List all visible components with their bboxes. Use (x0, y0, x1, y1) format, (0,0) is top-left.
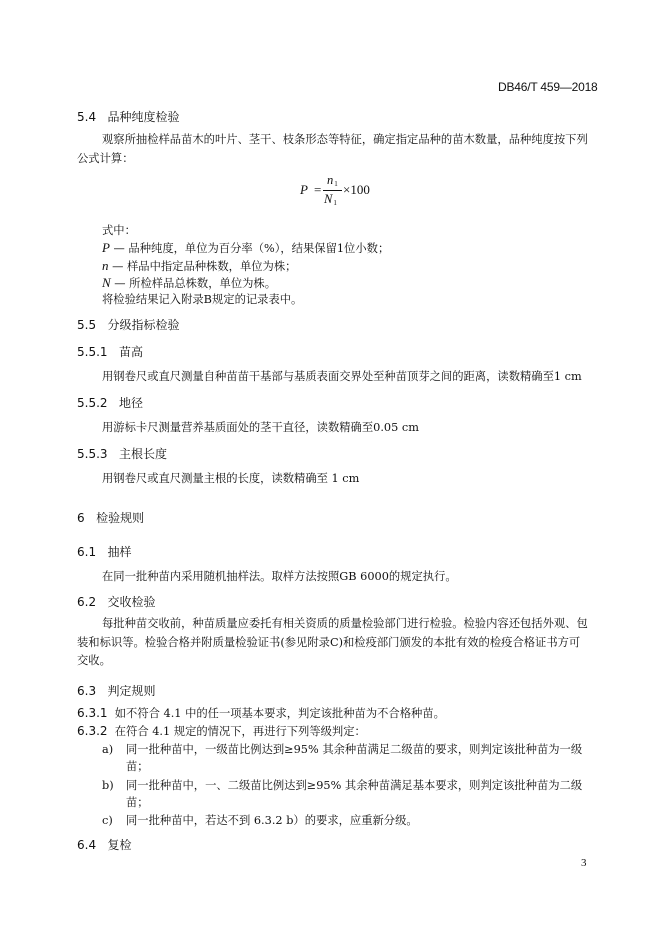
paragraph-line: 装和标识等。检验合格并附质量检验证书(参见附录C)和检疫部门颁发的本批有效的检疫合格证书方可 (77, 636, 581, 649)
variable-definition: n — 样品中指定品种株数，单位为株； (102, 258, 297, 273)
where-label: 式中： (102, 224, 136, 237)
list-item-label: b) (102, 779, 114, 792)
page-number: 3 (581, 857, 587, 869)
section-6-3-heading: 6.3 判定规则 (77, 684, 156, 698)
list-item: 苗； (126, 796, 149, 809)
list-item: 苗； (126, 760, 149, 773)
variable-definition: N — 所检样品总株数，单位为株。 (102, 275, 277, 290)
section-5-5-2-heading: 5.5.2 地径 (77, 396, 144, 410)
formula-numerator: $n_1$ (327, 173, 338, 188)
list-item: 同一批种苗中，一级苗比例达到≥95% 其余种苗满足二级苗的要求，则判定该批种苗为一级 (126, 743, 583, 756)
list-item-label: c) (102, 814, 113, 827)
section-6-2-heading: 6.2 交收检验 (77, 595, 156, 609)
paragraph-line: 观察所抽检样品苗木的叶片、茎干、枝条形态等特征，确定指定品种的苗木数量，品种纯度按下列 (102, 133, 588, 146)
list-item: 同一批种苗中，若达不到 6.3.2 b）的要求，应重新分级。 (126, 814, 418, 827)
section-5-4-heading (77, 108, 180, 125)
section-6-4-heading: 6.4 复检 (77, 838, 132, 852)
section-number: 5.4 (77, 110, 97, 124)
formula-denominator: $N_1$ (324, 192, 337, 207)
formula-multiplier: ×100 (343, 182, 370, 197)
paragraph-line: 用钢卷尺或直尺测量自种苗苗干基部与基质表面交界处至种苗顶芽之间的距离，读数精确至1 cm (102, 370, 582, 383)
fraction-bar (323, 190, 342, 191)
record-note: 将检验结果记入附录B规定的记录表中。 (102, 293, 303, 306)
paragraph-line: 用钢卷尺或直尺测量主根的长度，读数精确至 1 cm (102, 472, 360, 485)
section-5-5-3-heading: 5.5.3 主根长度 (77, 447, 168, 461)
list-item: 同一批种苗中，一、二级苗比例达到≥95% 其余种苗满足基本要求，则判定该批种苗为二级 (126, 779, 583, 792)
clause-6-3-2: 6.3.2 在符合 4.1 规定的情况下，再进行下列等级判定： (77, 724, 366, 738)
paragraph-line: 每批种苗交收前，种苗质量应委托有相关资质的质量检验部门进行检验。检验内容还包括外观、包 (102, 617, 588, 630)
section-5-5-1-heading: 5.5.1 苗高 (77, 345, 144, 359)
purity-formula (300, 174, 420, 214)
list-item-label: a) (102, 743, 114, 756)
paragraph-line: 公式计算： (77, 152, 134, 165)
paragraph-line: 交收。 (77, 654, 111, 667)
variable-definition: P — 品种纯度，单位为百分率（%），结果保留1位小数； (102, 240, 390, 255)
formula-lhs: P (300, 182, 308, 197)
paragraph-line: 在同一批种苗内采用随机抽样法。取样方法按照GB 6000的规定执行。 (102, 570, 457, 583)
section-title: 品种纯度检验 (107, 110, 180, 124)
section-6-heading: 6 检验规则 (77, 511, 145, 525)
section-6-1-heading: 6.1 抽样 (77, 545, 132, 559)
section-5-5-heading: 5.5 分级指标检验 (77, 318, 180, 332)
formula-equals: = (314, 182, 322, 197)
standard-number: DB46/T 459—2018 (498, 80, 598, 94)
paragraph-line: 用游标卡尺测量营养基质面处的茎干直径，读数精确至0.05 cm (102, 421, 419, 434)
clause-6-3-1: 6.3.1 如不符合 4.1 中的任一项基本要求，判定该批种苗为不合格种苗。 (77, 706, 445, 720)
